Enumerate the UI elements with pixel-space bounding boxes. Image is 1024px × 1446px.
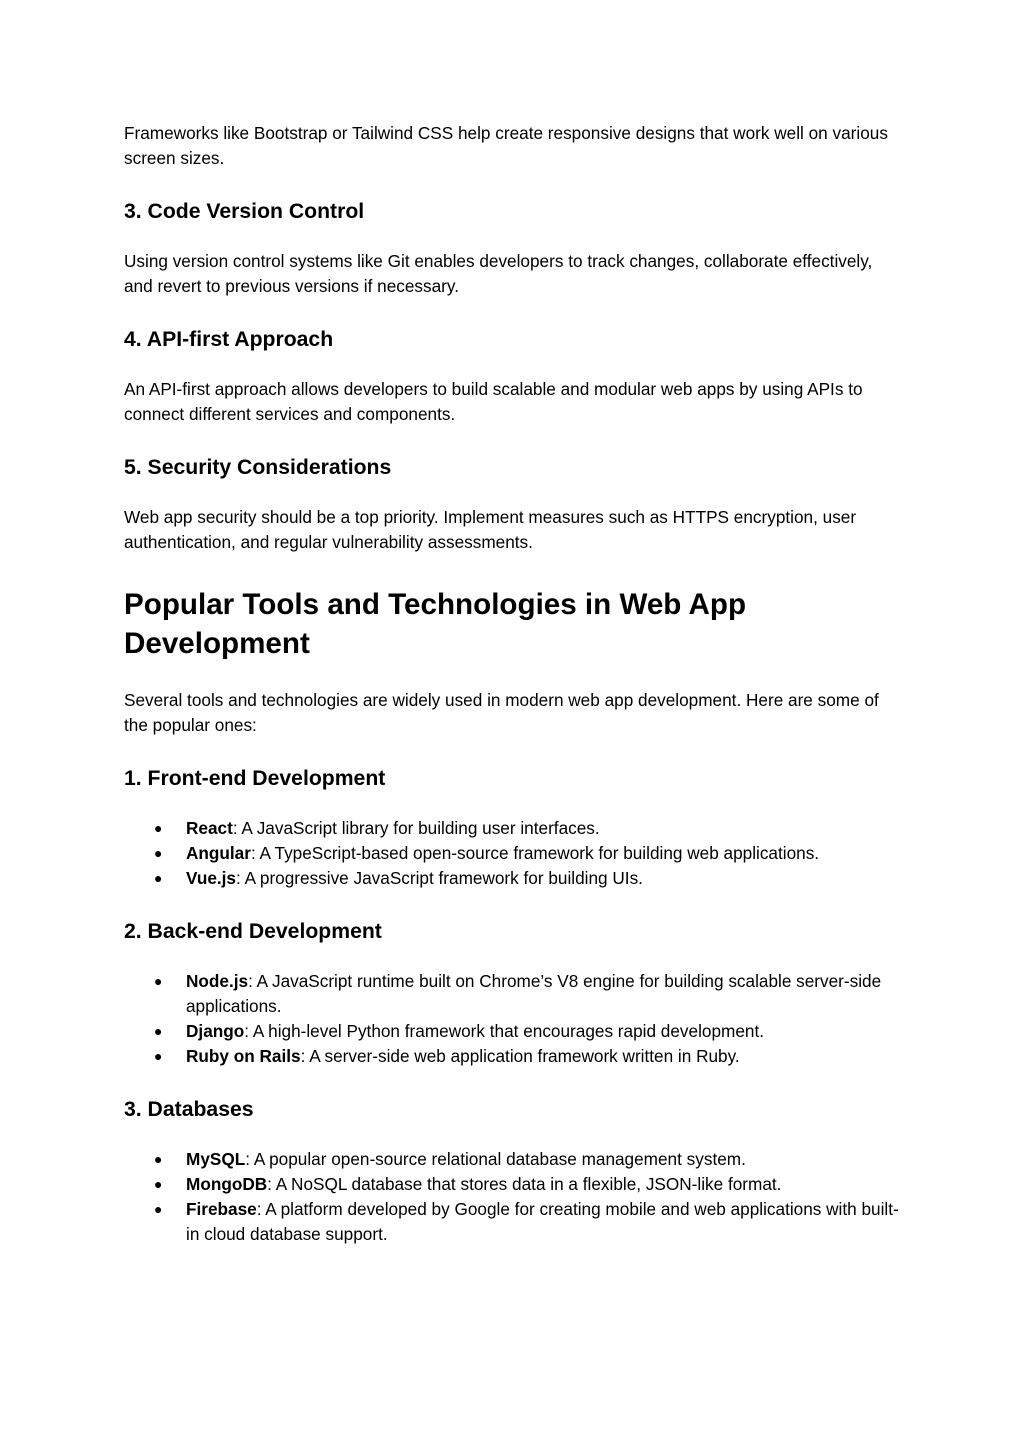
list-item [124,816,904,841]
item-description: : A JavaScript library for building user interfaces. [232,818,600,838]
item-term: React [186,818,233,838]
list-item [124,1197,904,1247]
heading-databases: 3. Databases [124,1098,254,1121]
bullet-icon: ● [154,1201,163,1217]
paragraph-api-first: An API-first approach allows developers to build scalable and modular web apps by using APIs to connect different services and components. [124,379,863,424]
list-item [124,1044,904,1069]
bullet-icon: ● [154,973,163,989]
bullet-icon: ● [154,1151,163,1167]
item-term: Angular [186,843,251,863]
item-term: Django [186,1021,245,1041]
document-page [124,121,904,1247]
heading-api-first: 4. API-first Approach [124,328,334,351]
list-item [124,1172,904,1197]
item-description: : A NoSQL database that stores data in a flexible, JSON-like format. [267,1174,782,1194]
list-front-end [124,816,904,891]
list-item [124,1019,904,1044]
bullet-icon: ● [154,1176,163,1192]
paragraph-security: Web app security should be a top priority. Implement measures such as HTTPS encryption, user authentication, and regular vulnerability assessments. [124,507,857,552]
item-description: : A high-level Python framework that encourages rapid development. [244,1021,764,1041]
item-description: : A progressive JavaScript framework for building UIs. [236,868,643,888]
list-databases [124,1147,904,1247]
list-item [124,866,904,891]
item-term: MySQL [186,1149,246,1169]
heading-popular-tools: Popular Tools and Technologies in Web App Development [124,588,747,660]
bullet-icon: ● [154,1023,163,1039]
list-item [124,1147,904,1172]
item-description: : A popular open-source relational database management system. [245,1149,746,1169]
item-description: : A JavaScript runtime built on Chrome’s V8 engine for building scalable server-side applications. [186,971,882,1016]
item-description: : A server-side web application framework written in Ruby. [300,1046,740,1066]
list-item [124,841,904,866]
bullet-icon: ● [154,870,163,886]
heading-back-end: 2. Back-end Development [124,920,382,943]
item-description: : A TypeScript-based open-source framework for building web applications. [250,843,820,863]
bullet-icon: ● [154,845,163,861]
bullet-icon: ● [154,820,163,836]
intro-paragraph: Frameworks like Bootstrap or Tailwind CSS help create responsive designs that work well on various screen sizes. [124,123,888,168]
item-description: : A platform developed by Google for creating mobile and web applications with built-in cloud database support. [186,1199,899,1244]
item-term: MongoDB [186,1174,268,1194]
item-term: Ruby on Rails [186,1046,301,1066]
list-item [124,969,904,1019]
heading-front-end: 1. Front-end Development [124,767,386,790]
item-term: Vue.js [186,868,236,888]
paragraph-tools-intro: Several tools and technologies are widely used in modern web app development. Here are some of the popular ones: [124,690,879,735]
item-term: Node.js [186,971,249,991]
bullet-icon: ● [154,1048,163,1064]
paragraph-code-version-control: Using version control systems like Git enables developers to track changes, collaborate effectively, and revert to previous versions if necessary. [124,251,873,296]
heading-security: 5. Security Considerations [124,456,392,479]
heading-code-version-control: 3. Code Version Control [124,200,365,223]
item-term: Firebase [186,1199,257,1219]
list-back-end [124,969,904,1069]
